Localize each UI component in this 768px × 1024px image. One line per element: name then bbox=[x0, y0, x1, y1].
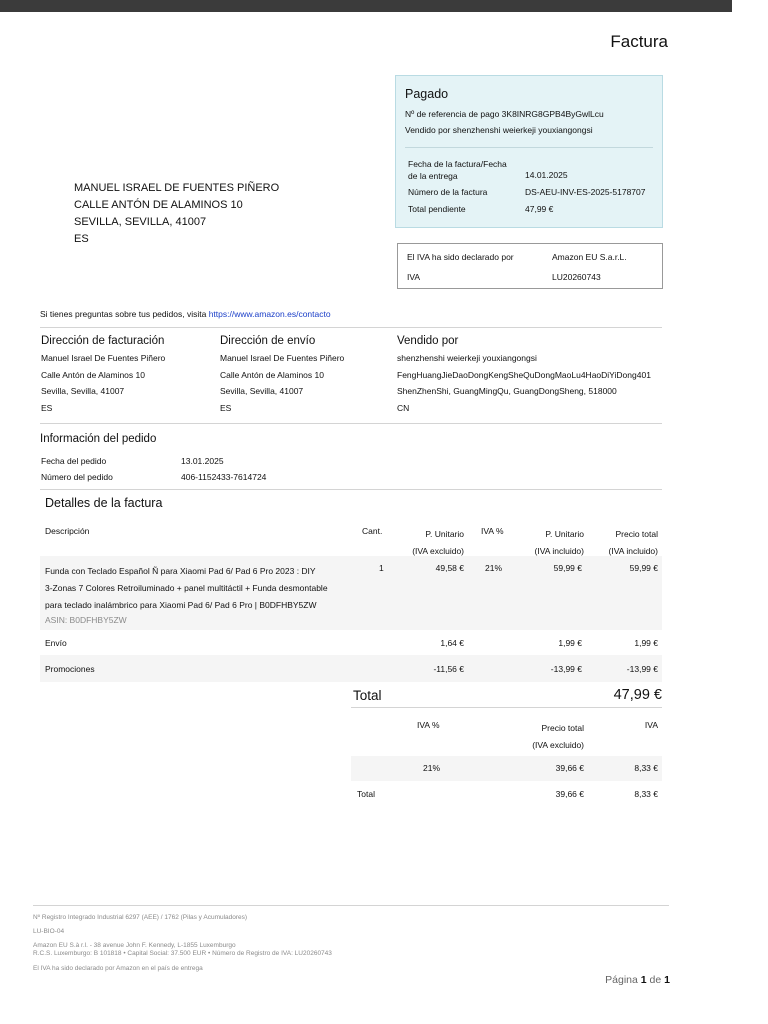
col-header-description: Descripción bbox=[45, 526, 90, 536]
customer-name: MANUEL ISRAEL DE FUENTES PIÑERO bbox=[74, 182, 280, 194]
vat-label: IVA bbox=[407, 272, 421, 282]
vat-summary-header-total-line2: (IVA excluido) bbox=[532, 740, 584, 750]
vat-summary-iva: 8,33 € bbox=[634, 763, 658, 773]
item-unit-in: 59,99 € bbox=[553, 563, 582, 573]
vat-declared-label: El IVA ha sido declarado por bbox=[407, 252, 514, 262]
shipping-row-label: Envío bbox=[45, 638, 67, 648]
divider bbox=[40, 489, 662, 490]
vat-summary-total-label: Total bbox=[357, 789, 375, 799]
footer-company-address: Amazon EU S.à r.l. - 38 avenue John F. Kennedy, L-1855 Luxemburgo bbox=[33, 942, 236, 949]
shipping-line: ES bbox=[220, 402, 232, 413]
item-qty: 1 bbox=[379, 563, 384, 573]
contact-text: Si tienes preguntas sobre tus pedidos, visita bbox=[40, 309, 209, 319]
billing-line: Sevilla, Sevilla, 41007 bbox=[41, 386, 125, 396]
seller-line: CN bbox=[397, 402, 410, 413]
shipping-row-unit-ex: 1,64 € bbox=[440, 638, 464, 648]
vat-summary-header-total bbox=[500, 720, 584, 754]
col-header-vat: IVA % bbox=[481, 526, 504, 536]
shipping-line: Manuel Israel De Fuentes Piñero bbox=[220, 353, 345, 363]
pending-amount: 47,99 € bbox=[525, 204, 554, 214]
promo-row-label: Promociones bbox=[45, 664, 95, 674]
item-description-line: para teclado inalámbrico para Xiaomi Pad 6/ Pad 6 Pro | B0DFHBY5ZW bbox=[45, 600, 317, 610]
page-number bbox=[605, 974, 670, 986]
vat-id: LU20260743 bbox=[552, 272, 601, 282]
footer-divider bbox=[33, 905, 669, 906]
invoice-date-label-line2: de la entrega bbox=[408, 171, 458, 181]
page-total: 1 bbox=[664, 974, 670, 986]
seller-line: shenzhenshi weierkeji youxiangongsi bbox=[397, 353, 537, 363]
grand-total-label: Total bbox=[353, 688, 382, 703]
footer-code: LU-BIO-04 bbox=[33, 928, 65, 935]
divider bbox=[40, 423, 662, 424]
contact-link[interactable]: https://www.amazon.es/contacto bbox=[208, 309, 331, 319]
col-header-total-line2: (IVA incluido) bbox=[608, 546, 658, 556]
col-header-unit-in-line1: P. Unitario bbox=[545, 529, 584, 539]
page-label: Página bbox=[605, 974, 638, 986]
order-number-label: Número del pedido bbox=[41, 472, 113, 482]
payment-status: Pagado bbox=[405, 87, 449, 101]
seller-address bbox=[397, 335, 665, 416]
contact-line bbox=[40, 309, 331, 319]
billing-line: Manuel Israel De Fuentes Piñero bbox=[41, 353, 166, 363]
item-asin: ASIN: B0DFHBY5ZW bbox=[45, 615, 127, 625]
invoice-details-heading: Detalles de la factura bbox=[45, 496, 163, 510]
vat-summary-total-iva: 8,33 € bbox=[634, 789, 658, 799]
col-header-unit-in-line2: (IVA incluido) bbox=[534, 546, 584, 556]
page-current: 1 bbox=[640, 974, 647, 986]
footer-registry: Nº Registro Integrado Industrial 6297 (AEE) / 1762 (Pilas y Acumuladores) bbox=[33, 914, 248, 921]
payment-summary-box bbox=[395, 75, 663, 228]
promo-row-unit-in: -13,99 € bbox=[550, 664, 582, 674]
seller-heading: Vendido por bbox=[397, 335, 459, 347]
shipping-row-total: 1,99 € bbox=[634, 638, 658, 648]
invoice-date: 14.01.2025 bbox=[525, 170, 568, 180]
col-header-unit-ex-line1: P. Unitario bbox=[425, 529, 464, 539]
col-header-total bbox=[580, 526, 658, 560]
seller-line: ShenZhenShi, GuangMingQu, GuangDongSheng, 518000 bbox=[397, 386, 617, 396]
payment-divider bbox=[405, 147, 653, 148]
shipping-address bbox=[220, 335, 395, 416]
vat-summary-base: 39,66 € bbox=[555, 763, 584, 773]
vat-declared-box bbox=[397, 243, 663, 289]
customer-country: ES bbox=[74, 233, 89, 245]
customer-city: SEVILLA, SEVILLA, 41007 bbox=[74, 216, 207, 228]
item-description-line: Funda con Teclado Español Ñ para Xiaomi Pad 6/ Pad 6 Pro 2023 : DIY bbox=[45, 566, 316, 576]
payment-reference: Nº de referencia de pago 3K8INRG8GPB4ByGwlLcu bbox=[405, 109, 604, 119]
col-header-unit-ex bbox=[380, 526, 464, 560]
item-unit-ex: 49,58 € bbox=[435, 563, 464, 573]
col-header-qty: Cant. bbox=[362, 526, 383, 536]
col-header-unit-in bbox=[500, 526, 584, 560]
grand-total-value: 47,99 € bbox=[613, 687, 662, 703]
divider bbox=[351, 707, 662, 708]
order-date: 13.01.2025 bbox=[181, 456, 224, 466]
order-number: 406-1152433-7614724 bbox=[181, 472, 267, 482]
invoice-date-label-line1: Fecha de la factura/Fecha bbox=[408, 159, 507, 169]
vat-summary-header-iva: IVA bbox=[644, 720, 658, 730]
order-info-heading: Información del pedido bbox=[40, 433, 157, 445]
invoice-number: DS-AEU-INV-ES-2025-5178707 bbox=[525, 187, 646, 197]
page-title: Factura bbox=[610, 32, 668, 51]
billing-heading: Dirección de facturación bbox=[41, 335, 165, 347]
divider bbox=[40, 327, 662, 328]
vat-declared-by: Amazon EU S.a.r.L. bbox=[552, 252, 627, 262]
order-date-label: Fecha del pedido bbox=[41, 456, 107, 466]
vat-summary-rate: 21% bbox=[423, 763, 441, 773]
shipping-line: Sevilla, Sevilla, 41007 bbox=[220, 386, 304, 396]
col-header-total-line1: Precio total bbox=[615, 529, 658, 539]
shipping-line: Calle Antón de Alaminos 10 bbox=[220, 369, 324, 380]
billing-address bbox=[41, 335, 216, 416]
col-header-unit-ex-line2: (IVA excluido) bbox=[412, 546, 464, 556]
page-of: de bbox=[649, 974, 662, 986]
footer-company-registration: R.C.S. Luxemburgo: B 101818 • Capital Social: 37.500 EUR • Número de Registro de IVA: LU20260743 bbox=[33, 950, 332, 957]
promo-row-unit-ex: -11,56 € bbox=[433, 664, 464, 674]
vat-summary-total-base: 39,66 € bbox=[555, 789, 584, 799]
item-description-line: 3-Zonas 7 Colores Retroiluminado + panel multitáctil + Funda desmontable bbox=[45, 583, 328, 593]
customer-address bbox=[74, 180, 279, 248]
billing-line: ES bbox=[41, 402, 53, 413]
footer-company bbox=[33, 942, 332, 958]
footer-vat-note: El IVA ha sido declarado por Amazon en el país de entrega bbox=[33, 965, 203, 972]
item-description bbox=[45, 563, 355, 626]
seller-line: FengHuangJieDaoDongKengSheQuDongMaoLu4HaoDiYiDong401 bbox=[397, 369, 651, 380]
item-vat: 21% bbox=[485, 563, 503, 573]
shipping-heading: Dirección de envío bbox=[220, 335, 316, 347]
payment-sold-by: Vendido por shenzhenshi weierkeji youxiangongsi bbox=[405, 125, 593, 135]
invoice-number-label: Número de la factura bbox=[408, 187, 488, 197]
top-bar bbox=[0, 0, 732, 12]
pending-label: Total pendiente bbox=[408, 204, 466, 214]
item-total: 59,99 € bbox=[629, 563, 658, 573]
shipping-row-unit-in: 1,99 € bbox=[558, 638, 582, 648]
billing-line: Calle Antón de Alaminos 10 bbox=[41, 369, 145, 380]
promo-row-total: -13,99 € bbox=[626, 664, 658, 674]
invoice-date-label bbox=[408, 158, 507, 182]
customer-street: CALLE ANTÓN DE ALAMINOS 10 bbox=[74, 199, 243, 211]
vat-summary-header-total-line1: Precio total bbox=[541, 723, 584, 733]
vat-summary-header-vat: IVA % bbox=[417, 720, 440, 730]
